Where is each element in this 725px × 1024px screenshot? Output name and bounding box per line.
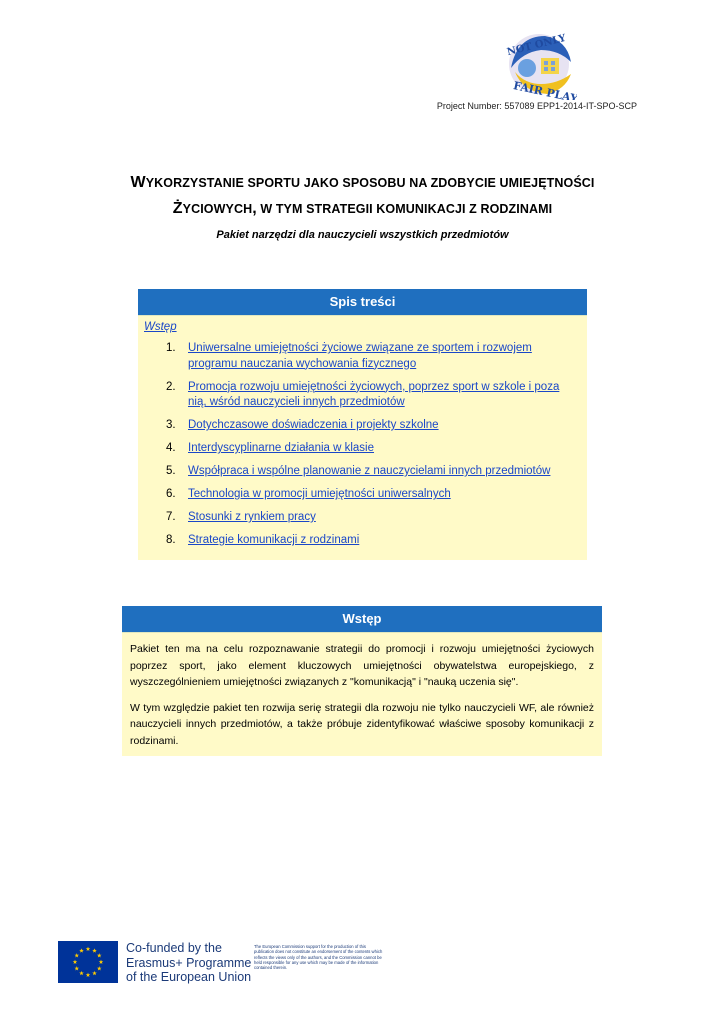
title-initial-2: Ż [172, 200, 183, 217]
cofunded-text [126, 941, 251, 985]
intro-paragraph: Pakiet ten ma na celu rozpoznawanie strategii do promocji i rozwoju umiejętności życiowych poprzez sport, jako element kluczowych umiejętności obywatelstwa europejskiego, z wyszczególnieniem umiejętności związanych z "komunikacją" i "nauką uczenia się". [130, 643, 594, 688]
intro-header: Wstęp [122, 606, 602, 633]
eu-star [79, 971, 84, 975]
ec-disclaimer: The European Commission support for the production of this publication does not constitute an endorsement of the contents which reflects the views only of the authors, and the Commission cannot be held responsible for any use which may be made of the information contained therein. [254, 944, 383, 971]
eu-star [97, 966, 102, 970]
toc-item-number: 6. [166, 488, 176, 500]
toc-item [138, 441, 587, 457]
title-line-2 [110, 196, 615, 222]
toc-link[interactable]: Dotychczasowe doświadczenia i projekty szkolne [188, 419, 439, 431]
eu-star [97, 953, 102, 957]
eu-flag-icon [58, 941, 118, 983]
eu-star [74, 966, 79, 970]
toc-item [138, 380, 587, 411]
intro-section [122, 606, 602, 756]
toc-link[interactable]: Technologia w promocji umiejętności uniwersalnych [188, 488, 451, 500]
title-line-1 [110, 170, 615, 196]
title-mid-2: YCIOWYCH [182, 202, 253, 216]
cofund-line: of the European Union [126, 970, 252, 984]
eu-star [73, 960, 78, 964]
toc-item-number: 1. [166, 342, 176, 354]
eu-star [86, 947, 91, 951]
erasmus-footer [58, 941, 398, 985]
toc-item-number: 8. [166, 534, 176, 546]
eu-star [86, 973, 91, 977]
toc-link[interactable]: Promocja rozwoju umiejętności życiowych, poprzez sport w szkole i poza nią, wśród nauczycieli innych przedmiotów [188, 380, 560, 408]
document-title [110, 170, 615, 222]
cofund-line: Erasmus+ Programme [126, 955, 252, 970]
toc-link[interactable]: Współpraca i wspólne planowanie z nauczycielami innych przedmiotów [188, 465, 551, 477]
toc-item-number: 3. [166, 419, 176, 431]
title-initial-1: W [130, 174, 146, 191]
not-only-fair-play-logo [497, 28, 577, 100]
eu-star [74, 953, 79, 957]
toc-item [138, 533, 587, 549]
toc-item-number: 5. [166, 465, 176, 477]
eu-star [92, 971, 97, 975]
title-rest-1: YKORZYSTANIE SPORTU JAKO SPOSOBU NA ZDOBYCIE UMIEJĘTNOŚCI [145, 176, 595, 190]
toc-link-intro[interactable]: Wstęp [144, 321, 177, 333]
table-of-contents [138, 289, 587, 560]
toc-header: Spis treści [138, 289, 587, 316]
eu-star [79, 948, 84, 952]
toc-item [138, 341, 587, 372]
intro-paragraph: W tym względzie pakiet ten rozwija serię strategii dla rozwoju nie tylko nauczycieli WF, ale również nauczycieli innych przedmiotów, a także próbuje zidentyfikować właściwe sposoby komunikacji z rodzinami. [130, 701, 594, 747]
toc-link[interactable]: Interdyscyplinarne działania w klasie [188, 442, 375, 454]
logo-bottom-text: FAIR PLAY [512, 79, 577, 100]
toc-link[interactable]: Stosunki z rynkiem pracy [188, 511, 316, 523]
eu-star [99, 960, 104, 964]
toc-link[interactable]: Uniwersalne umiejętności życiowe związane ze sportem i rozwojem programu nauczania wychowania fizycznego [188, 342, 532, 370]
toc-item-number: 2. [166, 380, 176, 393]
toc-item [138, 464, 587, 480]
document-subtitle: Pakiet narzędzi dla nauczycieli wszystkich przedmiotów [216, 229, 509, 241]
toc-item-number: 4. [166, 442, 176, 454]
toc-item [138, 510, 587, 526]
toc-item [138, 487, 587, 503]
eu-star [92, 948, 97, 952]
toc-item [138, 418, 587, 434]
title-comma: , [252, 200, 257, 217]
project-number: Project Number: 557089 EPP1-2014-IT-SPO-SCP [436, 101, 637, 111]
cofund-line: Co-funded by the [126, 941, 222, 955]
toc-link[interactable]: Strategie komunikacji z rodzinami [188, 534, 360, 546]
toc-item-number: 7. [166, 511, 176, 523]
intro-body [122, 633, 602, 749]
logo-top-text: NOT ONLY [505, 32, 567, 59]
toc-list [138, 341, 587, 556]
title-rest-2: W TYM STRATEGII KOMUNIKACJI Z RODZINAMI [256, 202, 553, 216]
